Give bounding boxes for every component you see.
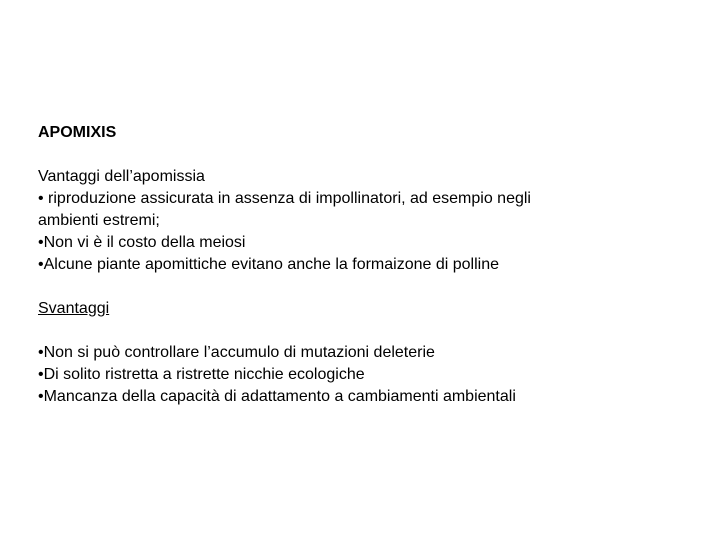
advantage-item-continuation: ambienti estremi; <box>38 212 160 229</box>
page-title: APOMIXIS <box>38 124 117 141</box>
advantage-item: • riproduzione assicurata in assenza di impollinatori, ad esempio negli <box>38 190 531 207</box>
spacer <box>38 144 678 166</box>
slide-content <box>38 122 678 408</box>
spacer <box>38 320 678 342</box>
advantages-heading: Vantaggi dell’apomissia <box>38 168 205 185</box>
advantage-item: •Alcune piante apomittiche evitano anche la formaizone di polline <box>38 256 499 273</box>
disadvantage-item: •Non si può controllare l’accumulo di mutazioni deleterie <box>38 344 435 361</box>
disadvantages-heading-line <box>38 298 678 320</box>
advantage-item: •Non vi è il costo della meiosi <box>38 234 246 251</box>
disadvantage-item: •Mancanza della capacità di adattamento a cambiamenti ambientali <box>38 388 516 405</box>
disadvantages-heading: Svantaggi <box>38 300 110 317</box>
disadvantage-item: •Di solito ristretta a ristrette nicchie ecologiche <box>38 366 365 383</box>
spacer <box>38 276 678 298</box>
